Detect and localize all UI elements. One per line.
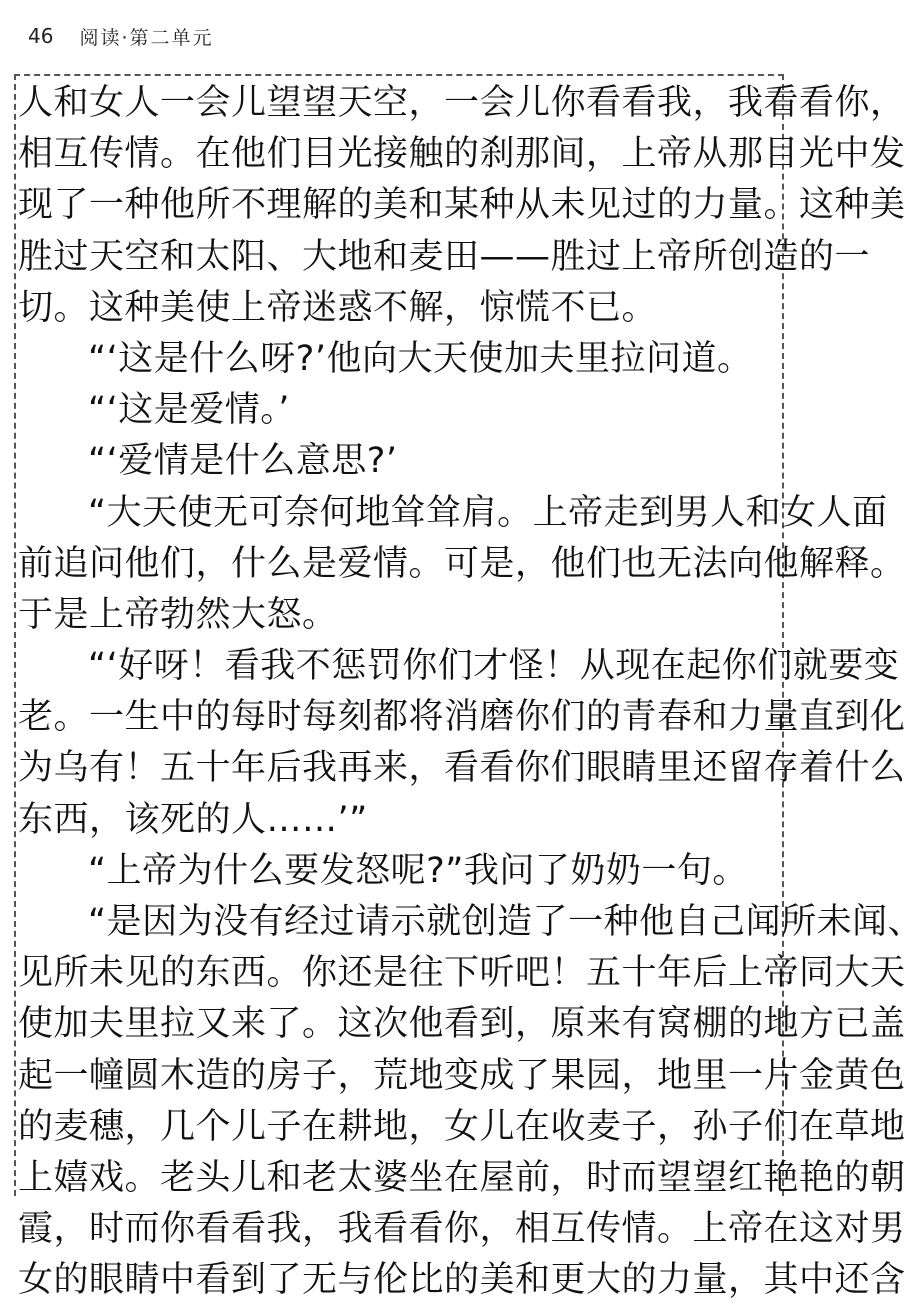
text-line: 切。这种美使上帝迷惑不解，惊慌不已。 [18, 287, 658, 328]
text-line: “‘这是什么呀?’他向大天使加夫里拉问道。 [88, 338, 753, 379]
text-line: “‘这是爱情。’ [88, 390, 290, 431]
text-line: 使加夫里拉又来了。这次他看到，原来有窝棚的地方已盖 [18, 1004, 906, 1045]
text-line: 人和女人一会儿望望天空，一会儿你看看我，我看看你， [18, 83, 906, 123]
text-line: 霞，时而你看看我，我看看你，相互传情。上帝在这对男 [18, 1209, 906, 1250]
text-line: 现了一种他所不理解的美和某种从未见过的力量。这种美 [18, 185, 906, 226]
text-line: “大天使无可奈何地耸耸肩。上帝走到男人和女人面 [88, 492, 888, 533]
text-line: “上帝为什么要发怒呢?”我问了奶奶一句。 [88, 850, 748, 891]
text-line: “‘好呀！看我不惩罚你们才怪！从现在起你们就要变 [88, 646, 900, 687]
text-line: “‘爱情是什么意思?’ [88, 441, 398, 482]
section-title: 阅读·第二单元 [79, 26, 214, 49]
text-line: 老。一生中的每时每刻都将消磨你们的青春和力量直到化 [18, 697, 906, 738]
text-line: 的麦穗，几个儿子在耕地，女儿在收麦子，孙子们在草地 [18, 1106, 906, 1147]
text-line: 为乌有！五十年后我再来，看看你们眼睛里还留存着什么 [18, 748, 906, 789]
page-number: 46 [28, 24, 54, 48]
text-line: 见所未见的东西。你还是往下听吧！五十年后上帝同大天 [18, 953, 906, 994]
text-line: 胜过天空和太阳、大地和麦田——胜过上帝所创造的一 [18, 236, 871, 277]
text-line: 上嬉戏。老头儿和老太婆坐在屋前，时而望望红艳艳的朝 [18, 1157, 906, 1198]
text-line: 东西，该死的人……’” [18, 799, 368, 840]
page-header [28, 20, 214, 52]
text-line: 前追问他们，什么是爱情。可是，他们也无法向他解释。 [18, 543, 906, 584]
text-line: 起一幢圆木造的房子，荒地变成了果园，地里一片金黄色 [18, 1055, 906, 1096]
text-line: “是因为没有经过请示就创造了一种他自己闻所未闻、 [88, 902, 923, 942]
text-line: 女的眼睛中看到了无与伦比的美和更大的力量，其中还含 [18, 1260, 906, 1301]
text-line: 于是上帝勃然大怒。 [18, 594, 338, 635]
text-line: 相互传情。在他们目光接触的刹那间，上帝从那目光中发 [18, 134, 906, 175]
text-body [18, 78, 923, 1307]
